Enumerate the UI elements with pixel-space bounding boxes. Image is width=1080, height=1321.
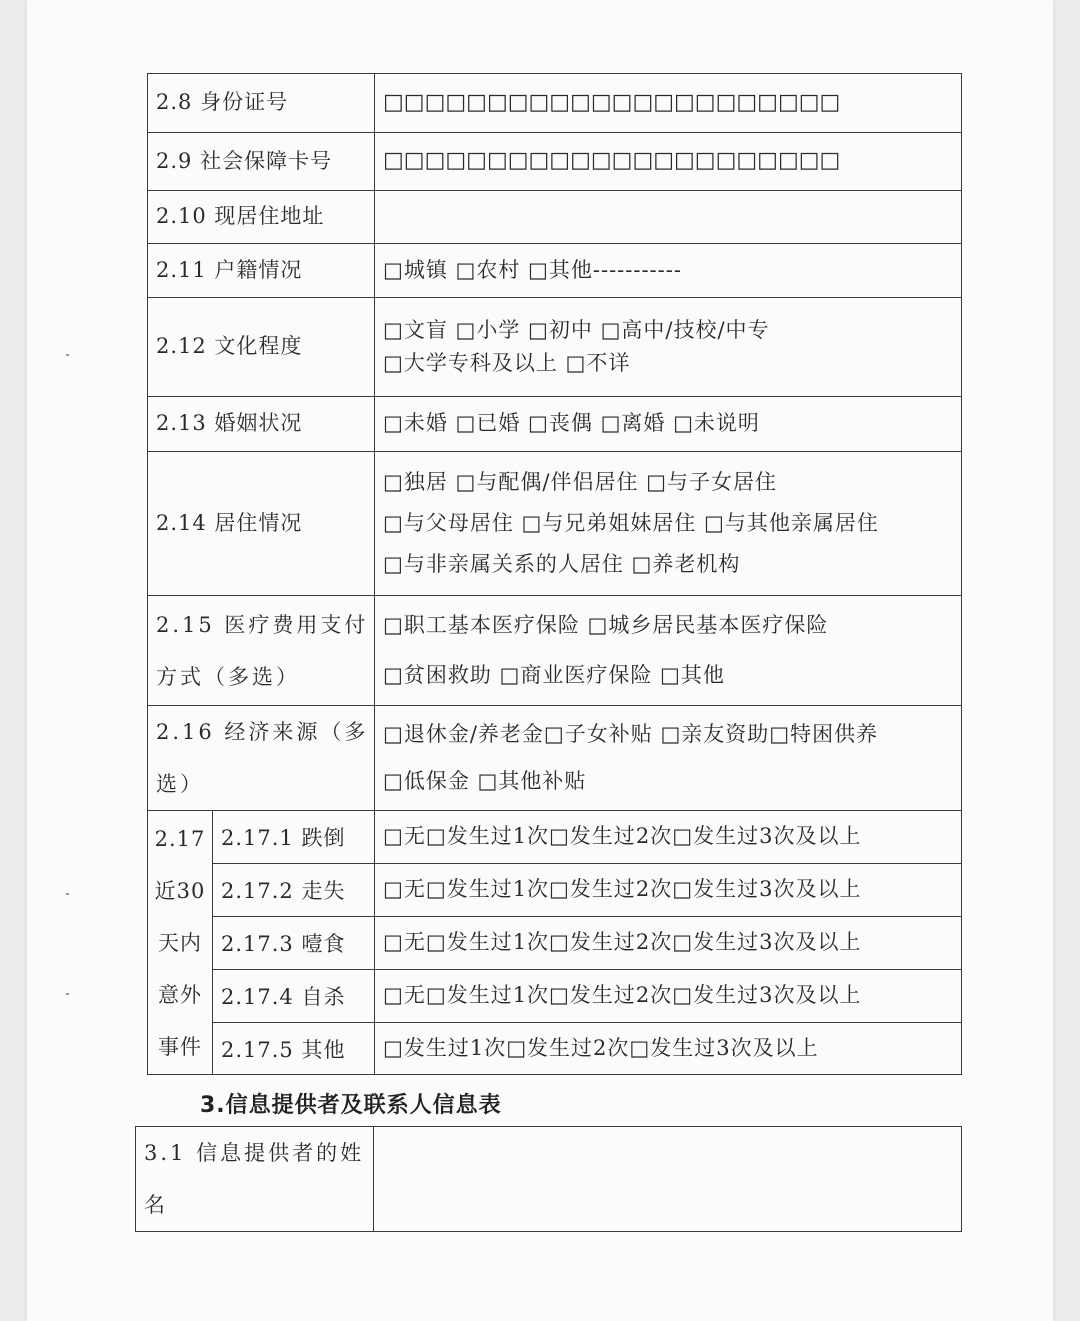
option-line[interactable]: □独居 □与配偶/伴侣居住 □与子女居住 xyxy=(383,469,777,494)
accident-row-wandering xyxy=(148,864,962,917)
option-line[interactable]: □贫困救助 □商业医疗保险 □其他 xyxy=(383,662,725,687)
row-label: 2.14 居住情况 xyxy=(148,452,375,596)
living-options[interactable] xyxy=(375,452,962,596)
row-label: 2.8 身份证号 xyxy=(148,74,375,133)
row-medical-payment xyxy=(148,596,962,706)
row-label: 2.11 户籍情况 xyxy=(148,244,375,298)
row-education xyxy=(148,298,962,397)
accident-group-label xyxy=(148,811,213,1075)
option-line[interactable]: □与父母居住 □与兄弟姐妹居住 □与其他亲属居住 xyxy=(383,510,879,535)
row-social-security-number xyxy=(148,133,962,191)
accident-row-fall xyxy=(148,811,962,864)
accident-row-choking xyxy=(148,917,962,970)
row-label-line: 方式（多选） xyxy=(156,664,300,689)
row-label-line: 选） xyxy=(156,772,204,796)
row-label: 2.12 文化程度 xyxy=(148,298,375,397)
row-label: 2.10 现居住地址 xyxy=(148,191,375,244)
address-field[interactable] xyxy=(375,191,962,244)
accident-row-other xyxy=(148,1023,962,1075)
section-title: 3.信息提供者及联系人信息表 xyxy=(200,1093,502,1118)
option-line[interactable]: □退休金/养老金□子女补贴 □亲友资助□特困供养 xyxy=(383,721,879,746)
row-label xyxy=(148,596,375,706)
option-line[interactable]: □与非亲属关系的人居住 □养老机构 xyxy=(383,552,741,577)
informant-name-field[interactable] xyxy=(374,1127,962,1232)
row-label xyxy=(148,706,375,811)
accident-options[interactable]: □无□发生过1次□发生过2次□发生过3次及以上 xyxy=(375,917,962,970)
personal-info-table xyxy=(147,73,962,1075)
row-label-line: 名 xyxy=(144,1193,168,1217)
scan-mark xyxy=(66,893,69,895)
informant-table xyxy=(135,1126,962,1232)
household-options[interactable]: □城镇 □农村 □其他----------- xyxy=(375,244,962,298)
row-living-situation xyxy=(148,452,962,596)
education-options[interactable] xyxy=(375,298,962,397)
row-current-address xyxy=(148,191,962,244)
row-label: 2.9 社会保障卡号 xyxy=(148,133,375,191)
accident-options[interactable]: □无□发生过1次□发生过2次□发生过3次及以上 xyxy=(375,864,962,917)
scan-mark xyxy=(66,354,69,356)
row-label-line: 2.16 经济来源（多 xyxy=(156,720,369,744)
row-label-line: 3.1 信息提供者的姓 xyxy=(144,1141,365,1165)
accident-group-label-line: 天内 xyxy=(158,930,202,955)
row-income-source xyxy=(148,706,962,811)
medical-payment-options[interactable] xyxy=(375,596,962,706)
accident-group-label-line: 事件 xyxy=(158,1034,202,1059)
accident-row-suicide xyxy=(148,970,962,1023)
option-line[interactable]: □低保金 □其他补贴 xyxy=(383,769,587,793)
accident-options[interactable]: □无□发生过1次□发生过2次□发生过3次及以上 xyxy=(375,811,962,864)
row-marital-status xyxy=(148,397,962,452)
accident-label: 2.17.2 走失 xyxy=(213,864,375,917)
scan-mark xyxy=(66,993,69,995)
accident-group-label-line: 2.17 xyxy=(154,826,206,851)
row-id-number xyxy=(148,74,962,133)
row-label xyxy=(136,1127,374,1232)
marital-options[interactable]: □未婚 □已婚 □丧偶 □离婚 □未说明 xyxy=(375,397,962,452)
option-line[interactable]: □文盲 □小学 □初中 □高中/技校/中专 xyxy=(383,317,770,342)
accident-label: 2.17.1 跌倒 xyxy=(213,811,375,864)
row-informant-name xyxy=(136,1127,962,1232)
income-source-options[interactable] xyxy=(375,706,962,811)
accident-options[interactable]: □无□发生过1次□发生过2次□发生过3次及以上 xyxy=(375,970,962,1023)
accident-group-label-line: 近30 xyxy=(154,878,206,903)
accident-group-label-line: 意外 xyxy=(158,982,202,1007)
row-household-registration xyxy=(148,244,962,298)
accident-options[interactable]: □发生过1次□发生过2次□发生过3次及以上 xyxy=(375,1023,962,1075)
option-line[interactable]: □大学专科及以上 □不详 xyxy=(383,351,631,375)
row-label-line: 2.15 医疗费用支付 xyxy=(156,612,369,637)
row-label: 2.13 婚姻状况 xyxy=(148,397,375,452)
social-security-boxes[interactable]: □□□□□□□□□□□□□□□□□□□□□□ xyxy=(375,133,962,191)
accident-label: 2.17.5 其他 xyxy=(213,1023,375,1075)
option-line[interactable]: □职工基本医疗保险 □城乡居民基本医疗保险 xyxy=(383,613,829,638)
id-number-boxes[interactable]: □□□□□□□□□□□□□□□□□□□□□□ xyxy=(375,74,962,133)
accident-label: 2.17.4 自杀 xyxy=(213,970,375,1023)
accident-label: 2.17.3 噎食 xyxy=(213,917,375,970)
